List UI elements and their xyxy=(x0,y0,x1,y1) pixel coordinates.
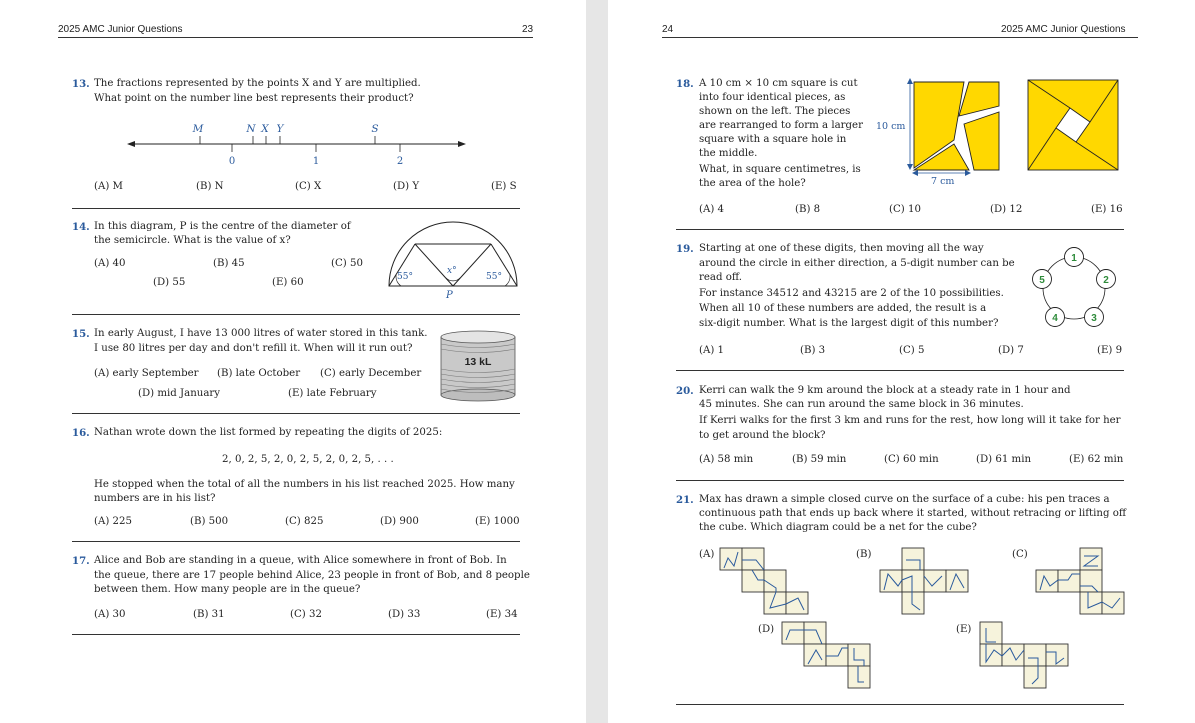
question-14-number: 14. xyxy=(72,221,90,233)
q17-option-d[interactable]: (D) 33 xyxy=(388,609,421,620)
point-label-m: M xyxy=(192,123,204,135)
q21-option-d[interactable]: (D) xyxy=(758,624,775,635)
q17-option-a[interactable]: (A) 30 xyxy=(94,609,126,620)
q17-option-c[interactable]: (C) 32 xyxy=(290,609,322,620)
cube-net-e[interactable] xyxy=(976,620,1072,692)
separator xyxy=(676,229,1124,230)
cube-net-a[interactable] xyxy=(718,546,818,618)
point-label-n: N xyxy=(246,123,256,135)
q14-option-c[interactable]: (C) 50 xyxy=(331,258,363,269)
tick-label-0: 0 xyxy=(228,156,236,167)
tank-label: 13 kL xyxy=(464,356,492,368)
digit-2: 2 xyxy=(1103,275,1109,286)
question-20-line-4: to get around the block? xyxy=(699,430,826,441)
question-16-line-1: Nathan wrote down the list formed by repeating the digits of 2025: xyxy=(94,427,443,438)
header-title: 2025 AMC Junior Questions xyxy=(58,24,183,35)
separator xyxy=(676,480,1124,481)
question-21-line-1: Max has drawn a simple closed curve on the surface of a cube: his pen traces a xyxy=(699,494,1110,505)
separator xyxy=(72,208,520,209)
q15-option-d[interactable]: (D) mid January xyxy=(138,388,221,399)
question-18-line-1: A 10 cm × 10 cm square is cut xyxy=(699,78,858,89)
question-19-number: 19. xyxy=(676,243,694,255)
water-tank-figure xyxy=(437,327,519,407)
question-18-line-4: are rearranged to form a larger xyxy=(699,120,863,131)
digit-circle-figure xyxy=(1026,238,1126,334)
digit-1: 1 xyxy=(1071,253,1077,264)
page-gutter xyxy=(586,0,608,723)
point-label-x: X xyxy=(261,123,269,135)
digit-sequence: 2, 0, 2, 5, 2, 0, 2, 5, 2, 0, 2, 5, . . . xyxy=(222,454,394,465)
q16-option-c[interactable]: (C) 825 xyxy=(285,516,324,527)
separator xyxy=(72,634,520,635)
question-16-line-3: numbers are in his list? xyxy=(94,493,216,504)
point-label-s: S xyxy=(371,123,379,135)
point-label-p: P xyxy=(446,290,453,300)
question-20-line-1: Kerri can walk the 9 km around the block at a steady rate in 1 hour and xyxy=(699,385,1071,396)
question-13-number: 13. xyxy=(72,78,90,90)
digit-5: 5 xyxy=(1039,275,1045,286)
question-19-line-2: around the circle in either direction, a 5-digit number can be xyxy=(699,258,1015,269)
question-18-line-5: square with a square hole in xyxy=(699,134,847,145)
q15-option-a[interactable]: (A) early September xyxy=(94,368,199,379)
question-15-line-1: In early August, I have 13 000 litres of water stored in this tank. xyxy=(94,328,428,339)
cube-net-b[interactable] xyxy=(876,546,972,618)
q14-option-e[interactable]: (E) 60 xyxy=(272,277,304,288)
question-18-line-6: the middle. xyxy=(699,148,758,159)
angle-label-right: 55° xyxy=(486,272,502,282)
q19-option-b[interactable]: (B) 3 xyxy=(800,345,826,356)
semicircle-figure xyxy=(383,218,523,300)
page-number: 23 xyxy=(522,24,534,35)
separator xyxy=(676,370,1124,371)
q18-option-a[interactable]: (A) 4 xyxy=(699,204,725,215)
separator xyxy=(676,704,1124,705)
question-21-number: 21. xyxy=(676,494,694,506)
q14-option-b[interactable]: (B) 45 xyxy=(213,258,245,269)
question-14-line-2: the semicircle. What is the value of x? xyxy=(94,235,291,246)
q17-option-e[interactable]: (E) 34 xyxy=(486,609,518,620)
q13-option-d[interactable]: (D) Y xyxy=(393,181,420,192)
question-20-line-3: If Kerri walks for the first 3 km and runs for the rest, how long will it take for her xyxy=(699,415,1121,426)
question-15-number: 15. xyxy=(72,328,90,340)
question-18-line-7: What, in square centimetres, is xyxy=(699,164,861,175)
q21-option-e[interactable]: (E) xyxy=(956,624,972,635)
question-19-line-6: six-digit number. What is the largest digit of this number? xyxy=(699,318,999,329)
q17-option-b[interactable]: (B) 31 xyxy=(193,609,225,620)
q21-option-a[interactable]: (A) xyxy=(699,549,715,560)
question-13-line-1: The fractions represented by the points X and Y are multiplied. xyxy=(94,78,421,89)
separator xyxy=(72,541,520,542)
q13-option-e[interactable]: (E) S xyxy=(491,181,517,192)
q19-option-e[interactable]: (E) 9 xyxy=(1097,345,1123,356)
cut-length-label: 7 cm xyxy=(931,176,955,187)
tick-label-1: 1 xyxy=(312,156,320,167)
question-16-line-2: He stopped when the total of all the numbers in his list reached 2025. How many xyxy=(94,479,515,490)
q18-option-e[interactable]: (E) 16 xyxy=(1091,204,1123,215)
q15-option-c[interactable]: (C) early December xyxy=(320,368,422,379)
question-14-line-1: In this diagram, P is the centre of the diameter of xyxy=(94,221,351,232)
question-18-number: 18. xyxy=(676,78,694,90)
q20-option-d[interactable]: (D) 61 min xyxy=(976,454,1032,465)
question-17-line-2: the queue, there are 17 people behind Alice, 23 people in front of Bob, and 8 people xyxy=(94,570,530,581)
question-15-line-2: I use 80 litres per day and don't refill it. When will it run out? xyxy=(94,343,413,354)
q16-option-b[interactable]: (B) 500 xyxy=(190,516,229,527)
q13-option-b[interactable]: (B) N xyxy=(196,181,224,192)
header-rule xyxy=(58,37,533,38)
page-number: 24 xyxy=(662,24,674,35)
q16-option-a[interactable]: (A) 225 xyxy=(94,516,132,527)
question-17-number: 17. xyxy=(72,555,90,567)
q18-option-b[interactable]: (B) 8 xyxy=(795,204,821,215)
question-16-number: 16. xyxy=(72,427,90,439)
question-19-line-5: When all 10 of these numbers are added, the result is a xyxy=(699,303,987,314)
q14-option-d[interactable]: (D) 55 xyxy=(153,277,186,288)
question-20-line-2: 45 minutes. She can run around the same block in 36 minutes. xyxy=(699,399,1024,410)
q13-option-a[interactable]: (A) M xyxy=(94,181,123,192)
q19-option-d[interactable]: (D) 7 xyxy=(998,345,1024,356)
q15-option-b[interactable]: (B) late October xyxy=(217,368,301,379)
q18-option-d[interactable]: (D) 12 xyxy=(990,204,1023,215)
q20-option-c[interactable]: (C) 60 min xyxy=(884,454,939,465)
question-17-line-1: Alice and Bob are standing in a queue, with Alice somewhere in front of Bob. In xyxy=(94,555,507,566)
question-19-line-1: Starting at one of these digits, then moving all the way xyxy=(699,243,984,254)
question-21-line-2: continuous path that ends up back where it started, without retracing or lifting off xyxy=(699,508,1127,519)
q15-option-e[interactable]: (E) late February xyxy=(288,388,377,399)
square-pieces-figure xyxy=(872,72,1132,190)
right-page xyxy=(608,0,1195,723)
angle-label-left: 55° xyxy=(397,272,413,282)
tick-label-2: 2 xyxy=(396,156,404,167)
question-19-line-4: For instance 34512 and 43215 are 2 of the 10 possibilities. xyxy=(699,288,1004,299)
side-length-label: 10 cm xyxy=(876,121,906,132)
q19-option-a[interactable]: (A) 1 xyxy=(699,345,725,356)
question-13-line-2: What point on the number line best represents their product? xyxy=(94,93,414,104)
separator xyxy=(72,314,520,315)
angle-label-x: x° xyxy=(447,266,457,276)
separator xyxy=(72,413,520,414)
question-18-line-8: the area of the hole? xyxy=(699,178,806,189)
digit-4: 4 xyxy=(1052,313,1058,324)
left-page xyxy=(0,0,586,723)
cube-net-d[interactable] xyxy=(778,620,874,692)
header-title: 2025 AMC Junior Questions xyxy=(1001,24,1126,35)
q20-option-e[interactable]: (E) 62 min xyxy=(1069,454,1124,465)
q19-option-c[interactable]: (C) 5 xyxy=(899,345,925,356)
q20-option-b[interactable]: (B) 59 min xyxy=(792,454,847,465)
q21-option-c[interactable]: (C) xyxy=(1012,549,1028,560)
header-rule xyxy=(662,37,1138,38)
question-20-number: 20. xyxy=(676,385,694,397)
cube-net-c[interactable] xyxy=(1032,546,1128,618)
q20-option-a[interactable]: (A) 58 min xyxy=(699,454,754,465)
question-21-line-3: the cube. Which diagram could be a net for the cube? xyxy=(699,522,977,533)
q18-option-c[interactable]: (C) 10 xyxy=(889,204,921,215)
q21-option-b[interactable]: (B) xyxy=(856,549,872,560)
q16-option-d[interactable]: (D) 900 xyxy=(380,516,419,527)
point-label-y: Y xyxy=(276,123,284,135)
q13-option-c[interactable]: (C) X xyxy=(295,181,322,192)
question-18-line-2: into four identical pieces, as xyxy=(699,92,846,103)
digit-3: 3 xyxy=(1091,313,1097,324)
q16-option-e[interactable]: (E) 1000 xyxy=(475,516,520,527)
q14-option-a[interactable]: (A) 40 xyxy=(94,258,126,269)
number-line-figure xyxy=(125,118,470,170)
question-19-line-3: read off. xyxy=(699,272,742,283)
question-18-line-3: shown on the left. The pieces xyxy=(699,106,851,117)
question-17-line-3: between them. How many people are in the queue? xyxy=(94,584,361,595)
